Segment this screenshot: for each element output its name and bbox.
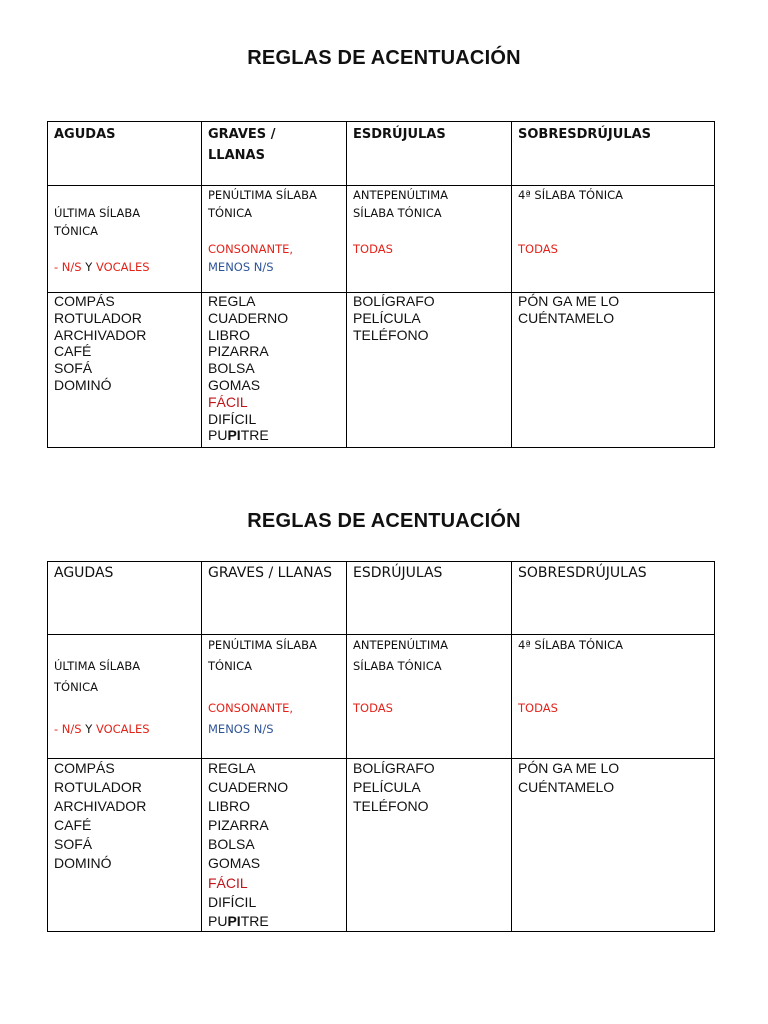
word: CAFÉ (54, 817, 92, 834)
word: CUÉNTAMELO (518, 309, 615, 326)
syllable: TRE (240, 427, 269, 444)
word: BOLÍGRAFO (353, 293, 435, 309)
header-graves (202, 122, 347, 186)
word: CAFÉ (54, 343, 92, 360)
header-row (48, 122, 715, 186)
header-graves: GRAVES / LLANAS (202, 562, 347, 635)
rule-text: TÓNICA (54, 224, 98, 238)
word: PELÍCULA (353, 779, 421, 796)
word: BOLSA (208, 836, 255, 853)
word: BOLSA (208, 360, 255, 377)
rule-text: SÍLABA TÓNICA (353, 659, 442, 673)
rule-text: ANTEPENÚLTIMA (353, 188, 449, 202)
header-esdrujulas: ESDRÚJULAS (347, 562, 512, 635)
words-graves (202, 293, 347, 448)
words-graves (202, 759, 347, 932)
rule-vocales: VOCALES (95, 260, 150, 274)
header-row (48, 562, 715, 635)
rule-sobresdrujulas (512, 186, 715, 293)
rule-graves (202, 635, 347, 759)
rule-text: PENÚLTIMA SÍLABA (208, 638, 317, 652)
syllable: TRE (240, 912, 269, 929)
stressed-syllable: PI (227, 427, 241, 444)
word: ROTULADOR (54, 309, 142, 326)
word: PIZARRA (208, 343, 269, 360)
rule-todas: TODAS (353, 701, 393, 715)
word: TELÉFONO (353, 798, 429, 815)
rule-row (48, 186, 715, 293)
rule-text: ÚLTIMA SÍLABA (54, 206, 141, 220)
words-sobresdrujulas (512, 759, 715, 932)
rule-graves (202, 186, 347, 293)
rule-esdrujulas (347, 186, 512, 293)
word-pupitre (208, 912, 346, 931)
word: DIFÍCIL (208, 410, 257, 427)
stressed-syllable: PI (227, 912, 241, 929)
rule-todas: TODAS (518, 701, 558, 715)
word: LIBRO (208, 798, 251, 815)
word: PIZARRA (208, 817, 269, 834)
words-esdrujulas (347, 759, 512, 932)
word: PÓN GA ME LO (518, 293, 620, 309)
rule-esdrujulas (347, 635, 512, 759)
header-graves-line2: LLANAS (208, 148, 265, 163)
rule-y: Y (85, 260, 93, 274)
word: CUADERNO (208, 779, 289, 796)
word: PELÍCULA (353, 309, 421, 326)
rule-text: 4ª SÍLABA TÓNICA (518, 638, 623, 652)
word-highlighted: FÁCIL (208, 874, 248, 891)
word: DIFÍCIL (208, 893, 257, 910)
page-title: REGLAS DE ACENTUACIÓN (247, 510, 521, 532)
rule-ns: - N/S (54, 722, 82, 736)
rule-todas: TODAS (518, 242, 558, 256)
word-pupitre (208, 427, 346, 444)
page-title: REGLAS DE ACENTUACIÓN (247, 47, 521, 69)
word: REGLA (208, 760, 256, 776)
word: DOMINÓ (54, 376, 112, 393)
rule-text: ÚLTIMA SÍLABA (54, 659, 141, 673)
word: GOMAS (208, 855, 261, 872)
syllable: PU (208, 912, 228, 929)
rule-vocales: VOCALES (95, 722, 150, 736)
accent-rules-table (47, 561, 715, 932)
word: CUÉNTAMELO (518, 779, 615, 796)
rule-todas: TODAS (353, 242, 393, 256)
rule-agudas (48, 635, 202, 759)
rule-sobresdrujulas (512, 635, 715, 759)
rule-text: TÓNICA (54, 680, 98, 694)
word: SOFÁ (54, 836, 93, 853)
rule-menos-ns: MENOS N/S (208, 722, 274, 736)
word: PÓN GA ME LO (518, 760, 620, 776)
word: LIBRO (208, 326, 251, 343)
rule-y: Y (85, 722, 93, 736)
word: CUADERNO (208, 309, 289, 326)
words-agudas (48, 293, 202, 448)
rule-menos-ns: MENOS N/S (208, 260, 274, 274)
word: ARCHIVADOR (54, 326, 147, 343)
rule-agudas (48, 186, 202, 293)
rule-row (48, 635, 715, 759)
words-sobresdrujulas (512, 293, 715, 448)
word: TELÉFONO (353, 326, 429, 343)
header-esdrujulas: ESDRÚJULAS (347, 122, 512, 186)
syllable: PU (208, 427, 228, 444)
rule-text: PENÚLTIMA SÍLABA (208, 188, 317, 202)
rule-text: 4ª SÍLABA TÓNICA (518, 188, 623, 202)
rule-text: SÍLABA TÓNICA (353, 206, 442, 220)
rule-text: TÓNICA (208, 206, 252, 220)
header-sobresdrujulas: SOBRESDRÚJULAS (512, 562, 715, 635)
rule-consonante: CONSONANTE, (208, 701, 294, 715)
word-highlighted: FÁCIL (208, 393, 248, 410)
word: BOLÍGRAFO (353, 760, 435, 776)
word: ROTULADOR (54, 779, 142, 796)
word: ARCHIVADOR (54, 798, 147, 815)
header-agudas: AGUDAS (48, 562, 202, 635)
rule-condition (54, 258, 201, 276)
word: DOMINÓ (54, 855, 112, 872)
rule-ns: - N/S (54, 260, 82, 274)
rule-consonante: CONSONANTE, (208, 242, 294, 256)
rule-text: TÓNICA (208, 659, 252, 673)
header-sobresdrujulas: SOBRESDRÚJULAS (512, 122, 715, 186)
word: COMPÁS (54, 293, 115, 309)
header-agudas: AGUDAS (48, 122, 202, 186)
accent-rules-table (47, 121, 715, 448)
words-agudas (48, 759, 202, 932)
words-row (48, 759, 715, 932)
rule-condition (54, 719, 201, 740)
word: SOFÁ (54, 360, 93, 377)
word: REGLA (208, 293, 256, 309)
rule-text: ANTEPENÚLTIMA (353, 638, 449, 652)
header-graves-line1: GRAVES / (208, 127, 276, 142)
word: COMPÁS (54, 760, 115, 776)
words-row (48, 293, 715, 448)
words-esdrujulas (347, 293, 512, 448)
word: GOMAS (208, 376, 261, 393)
